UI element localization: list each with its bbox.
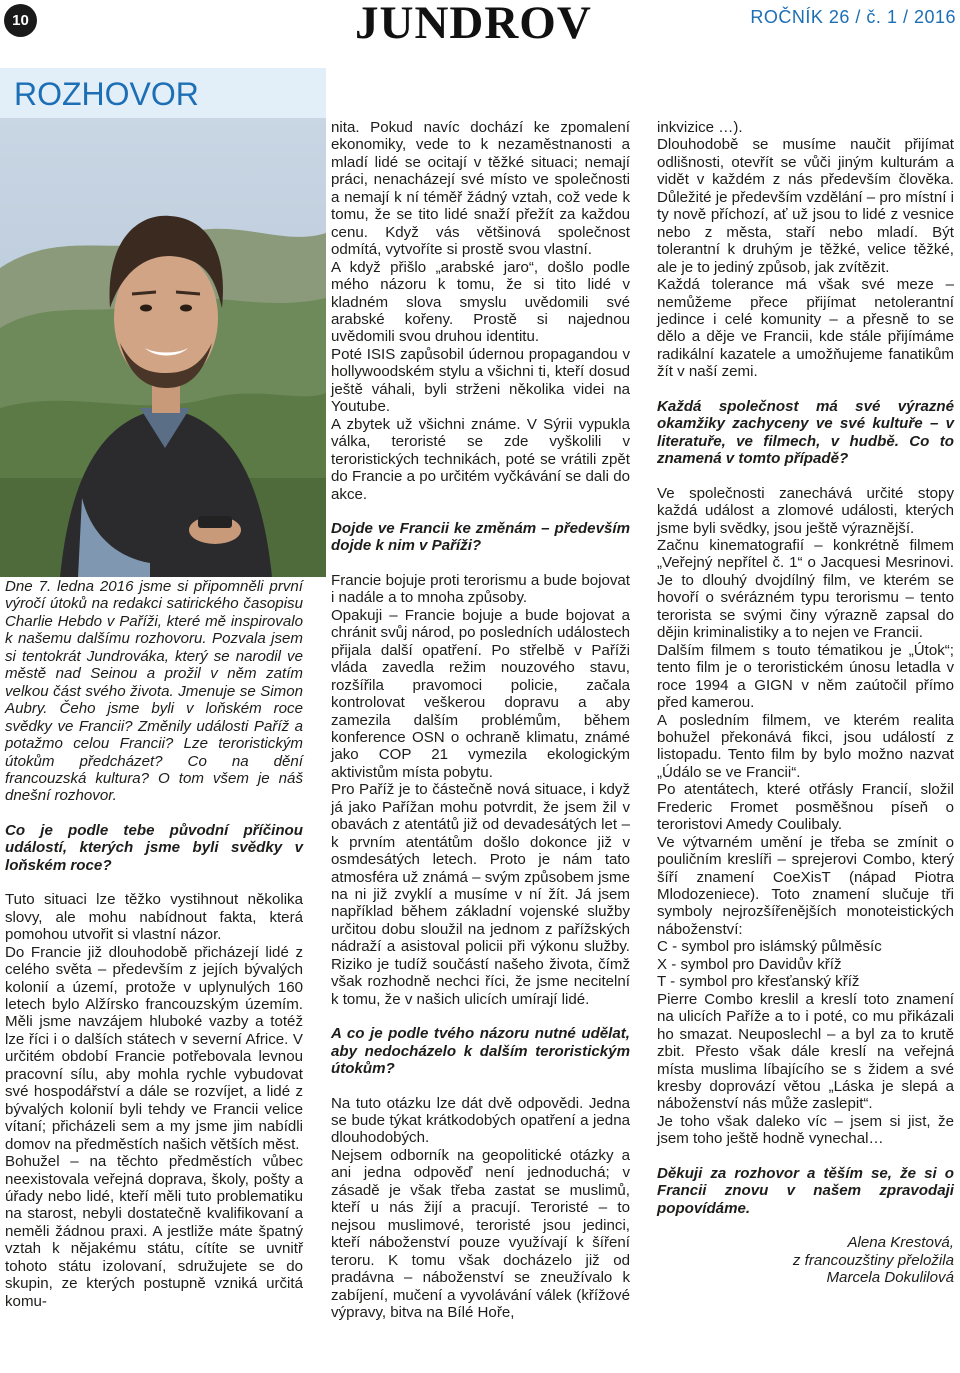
- section-banner: [0, 68, 326, 118]
- intro-paragraph: Dne 7. ledna 2016 jsme si připomněli první výročí útoků na redakci satirického časopisu Charlie Hebdo v Paříži, které mě inspirovalo k našemu dalšímu rozhovoru. Pozvala jsem si tentokrát Jundrováka, který se narodil ve městě nad Seinou a prožil v něm zatím velkou část svého života. Jmenuje se Simon Aubry. Čeho jsme byli v loňském roce svědky ve Francii? Změnily události Paříž a potažmo celou Francii? Lze teroristickým útokům předcházet? Co na dění francouzská kultura? O tom všem je náš dnešní rozhovor.: [5, 578, 303, 805]
- question-1: Co je podle tebe původní příčinou událostí, kterých jsme byli svědky v loňském roce?: [5, 821, 303, 874]
- paragraph: Pro Paříž je to částečně nová situace, i když já jako Pařížan mohu potvrdit, že jsem žil v obavách z atentátů již od devadesátých let – k prvním atentátům došlo dokonce již v osmdesátých letech. Proto je nám tato atmosféra už známá – svým způsobem jsme na ni již zvyklí a musíme v ní žít. Já jsem například během základní vojenské služby určitou dobu sloužil na jednom z pařížských nádraží a asistoval policii při výkonu služby. Riziko je tudíž součástí našeho života, čímž však rozhodně nechci říci, že jsme necitelní k tomu, že v našich ulicích umírají lidé.: [331, 781, 630, 1008]
- paragraph: Každá tolerance má však své meze – nemůžeme přece přijímat netolerantní jedince i celé komunity – a přesně to se dělo a děje ve Francii, kde stále přijímáme radikální kazatele a umožňujeme fanatikům žít v naší zemi.: [657, 276, 954, 381]
- portrait-photo: [0, 118, 326, 577]
- list-item: C - symbol pro islámský půlměsíc: [657, 938, 882, 956]
- paragraph: Poté ISIS zapůsobil údernou propagandou v hollywoodském stylu a všichni ti, kteří dosud ještě váhali, byli strženi několika videi na Youtube.: [331, 345, 630, 416]
- paragraph: A když přišlo „arabské jaro“, došlo podle mého názoru k tomu, že si tito lidé v kladném slova smyslu uvědomili své arabské kořeny. Prostě si najednou uvědomili svou druhou identitu.: [331, 258, 630, 346]
- paragraph: nita. Pokud navíc dochází ke zpomalení ekonomiky, vede to k nezaměstnanosti a mladí lidé se ocitají v těžké situaci; nemají práci, nenacházejí své místo ve společnosti a nemají k ní téměř žádný vztah, což vede k tomu, že se tito lidé snaží přežít za každou cenu. Když vás většinová společnost odmítá, vytvoříte si prostě svou vlastní.: [331, 119, 630, 259]
- paragraph: Ve společnosti zanechává určité stopy každá událost a zlomové události, kterých jsme byli svědky, jsou ještě výraznější.: [657, 484, 954, 537]
- paragraph: inkvizice …).: [657, 119, 743, 136]
- list-item: X - symbol pro Davidův kříž: [657, 955, 842, 973]
- paragraph: Je toho však daleko víc – jsem si jist, že jsem toho ještě hodně vynechal…: [657, 1112, 954, 1148]
- paragraph: Dlouhodobě se musíme naučit přijímat odlišnosti, otevřít se vůči jiným kulturám a vidět v každém z nás především člověka. Důležité je především vzdělání – pro místní i ty nově příchozí, ať už jsou to lidé z vesnice nebo z města, staří nebo mladí. Být tolerantní k druhým je těžké, velice těžké, ale je to jediný způsob, jak zvítězit.: [657, 136, 954, 276]
- paragraph: Začnu kinematografií – konkrétně filmem „Veřejný nepřítel č. 1“ o Jacquesi Mesrinovi. Je to dlouhý dvojdílný film, ve kterém se hovoří o svérázném typu terorismu – tento terorista se svými činy výrazně zapsal do dějin kriminalistiky a to nejen ve Francii.: [657, 536, 954, 642]
- paragraph: Po atentátech, které otřásly Francií, složil Frederic Fromet posměšnou píseň o teroristovi Amedy Coulibaly.: [657, 781, 954, 834]
- section-title: ROZHOVOR: [14, 76, 199, 112]
- paragraph: A posledním filmem, ve kterém realita bohužel překonává fikci, jsou událostí z listopadu. Tento film by bylo možno nazvat „Údálo se ve Francii“.: [657, 711, 954, 781]
- list-item: T - symbol pro křesťanský kříž: [657, 973, 860, 991]
- paragraph: Bohužel – na těchto předměstích vůbec neexistovala veřejná doprava, školy, pošty a úřady nebo lidé, kteří měli tuto problematiku na starost, nebyli dostatečně kvalifikovaní a neměli žádnou praxi. A jestliže máte špatný vztah k nějakému státu, cítíte se uvnitř tohoto státu izolovaní, sdružujete se do skupin, ze kterých postupně vzniká určitá komu-: [5, 1153, 303, 1310]
- signature-translator: Marcela Dokulilová: [826, 1269, 954, 1287]
- paragraph: Pierre Combo kreslil a kreslí toto znamení na ulicích Paříže a to i poté, co mu přikázali ho smazat. Neuposlechl – a byl za to krutě zbit. Přesto však dále kreslí na veřejná místa muslima líbajícího se s židem a své kresby doprovází větou „Láska je slepá a náboženství nás může zaslepit“.: [657, 990, 954, 1113]
- page-number-badge: 10: [4, 4, 37, 37]
- closing-remark: Děkuji za rozhovor a těším se, že si o Francii znovu v našem zpravodaji popovídáme.: [657, 1164, 954, 1217]
- paragraph: Ve výtvarném umění je třeba se zmínit o pouličním kreslíři – sprejerovi Combo, který šíří znamení CoeXisT (nápad Piotra Mlodozeniece). Toto znamení slučuje tři symboly nejrozšířenějších monoteistických náboženství:: [657, 833, 954, 938]
- article-column-2: [331, 119, 630, 1321]
- signature-author: Alena Krestová,: [847, 1234, 954, 1252]
- paragraph: Na tuto otázku lze dát dvě odpovědi. Jedna se bude týkat krátkodobých opatření a jedna dlouhodobých.: [331, 1094, 630, 1147]
- paragraph: Tuto situaci lze těžko vystihnout několika slovy, ale mohu nabídnout fakta, která pomohou utvořit si vlastní názor.: [5, 891, 303, 944]
- issue-info: ROČNÍK 26 / č. 1 / 2016: [750, 7, 956, 27]
- portrait-illustration: [0, 118, 326, 577]
- question-2: Dojde ve Francii ke změnám – především dojde k nim v Paříži?: [331, 519, 630, 555]
- masthead-title: JUNDROV: [355, 0, 592, 49]
- paragraph: A zbytek už všichni známe. V Sýrii vypukla válka, teroristé se zde vyškolili v teroristických technikách, poté se vrátili zpět do Francie a po určitém vyčkávání se dali do akce.: [331, 415, 630, 503]
- paragraph: Nejsem odborník na geopolitické otázky a ani jedna odpověď není jednoduchá; v zásadě je však třeba zastat se muslimů, kteří u nás žijí a pracují. Teroristé – to nejsou muslimové, teroristé jsou jedinci, kteří náboženství pouze využívají k šíření teroru. K tomu však docházelo již od pradávna – náboženství se zneužívalo k zabíjení, mučení a vyvolávání válek (křížové výpravy, bitva na Bílé Hoře,: [331, 1146, 630, 1321]
- signature-translator-note: z francouzštiny přeložila: [792, 1251, 954, 1269]
- paragraph: Francie bojuje proti terorismu a bude bojovat i nadále a to mnoha způsoby.: [331, 571, 630, 607]
- paragraph: Do Francie již dlouhodobě přicházejí lidé z celého světa – především z jejích bývalých kolonií a území, protože v uplynulých 160 letech bylo Alžírsko francouzským územím. Měli jsme navzájem hluboké vazby a totéž lze říci i o dalších státech v severní Africe. V určitém období Francie potřebovala levnou pracovní sílu, aby mohla rychle vybudovat své hospodářství a dále se rozvíjet, a lidé z bývalých kolonií byli tehdy ve Francii velice vítaní; přicházeli sem a my jsme jim nabídli domov na předměstích našich větších měst.: [5, 943, 303, 1153]
- question-3: A co je podle tvého názoru nutné udělat, aby nedocházelo k dalším teroristickým útokům?: [331, 1025, 630, 1078]
- question-4: Každá společnost má své výrazné okamžiky zachyceny ve své kultuře – v literatuře, ve filmech, v hudbě. Co to znamená v tomto případě?: [657, 397, 954, 468]
- paragraph: Dalším filmem s touto tématikou je „Útok“; tento film je o teroristickém únosu letadla v roce 1994 a GIGN v něm zaútočil přímo před kamerou.: [657, 641, 954, 712]
- article-column-3: [657, 119, 954, 1287]
- paragraph: Opakuji – Francie bojuje a bude bojovat a chránit svůj národ, po posledních událostech přijala další opatření. Po střelbě v Paříži vláda zavedla režim nouzového stavu, rozšířila pravomoci policie, začala kontrolovat veškerou dopravu a aby zamezila dalším problémům, během konference OSN o ochraně klimatu, známé jako COP 21 vymezila ekologickým aktivistům místa pobytu.: [331, 606, 630, 781]
- article-column-1: [5, 578, 303, 1310]
